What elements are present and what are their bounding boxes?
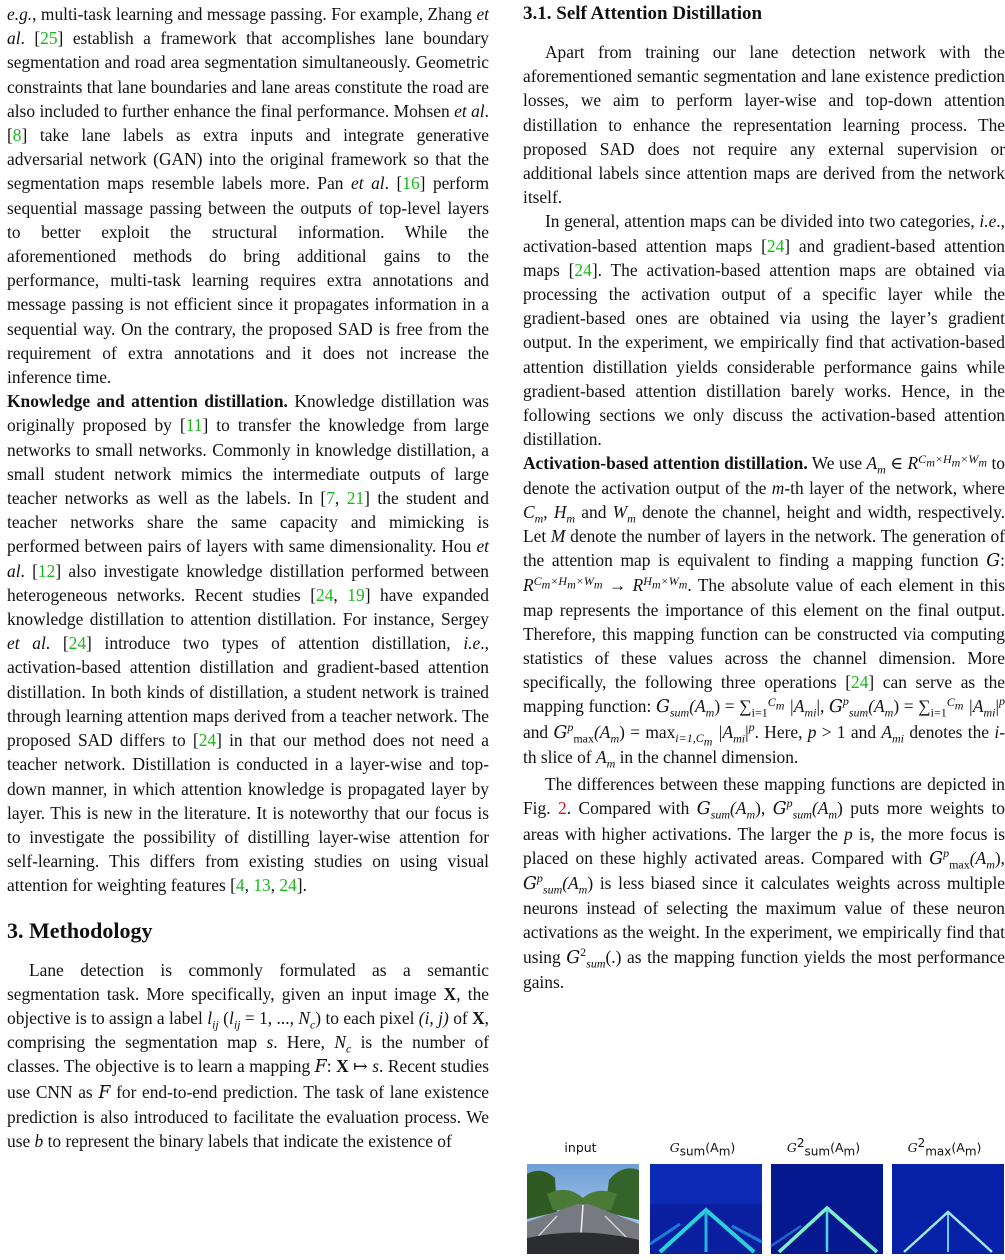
citation[interactable]: 8 (12, 125, 22, 146)
figure-input-road-image (527, 1164, 639, 1254)
figure-label-gsum-squared: $G^2_{sum}(A_m)$ (786, 1135, 861, 1159)
citation[interactable]: 13 (253, 875, 271, 896)
figure-label-gsum: $G_{sum}(A_m)$ (669, 1140, 736, 1159)
paragraph-mapping-differences: The differences between these mapping functions are depicted in Fig. 2. Compared with $G_{sum}(A_m)$, $G^p_{sum}(A_m)$ puts more weights to areas with higher activations. The larger the p is, the more focus is placed on these highly activated areas. Compared with $G^p_{max}(A_m)$, $G^p_{sum}(A_m)$ is less biased since it calculates weights across multiple neurons instead of selecting the maximum value of these neuron activations as the weight. In the experiment, we empirically find that using $G^2_{sum}(.)$ as the mapping function yields the most performance gains. (523, 774, 1005, 992)
paragraph-knowledge-distillation: Knowledge and attention distillation. Knowledge distillation was originally proposed by [11] to transfer the knowledge from large networks to small networks. Commonly in knowledge distillation, a small student network mimics the intermediate outputs of large teacher networks as well as the labels. In [7, 21] the student and teacher networks share the same capacity and mimicking is performed between pairs of layers with same dimensionality. Hou et al. [12] also investigate knowledge distillation performed between heterogeneous networks. Recent studies [24, 19] have expanded knowledge distillation to attention distillation. For instance, Sergey et al. [24] introduce two types of attention distillation, i.e., activation-based attention distillation and gradient-based attention distillation. In both kinds of distillation, a student network is trained through learning attention maps derived from a teacher network. The proposed SAD differs to [24] in that our method does not need a teacher network. Distillation is conducted in a layer-wise and top-down manner, in which attention knowledge is propagated layer by layer. This is new in the literature. It is noteworthy that our focus is to investigate the possibility of distilling layer-wise attention for self-learning. This differs from existing studies on using visual attention for weighting features [4, 13, 24]. (7, 391, 490, 896)
citation[interactable]: 7 (326, 488, 335, 509)
citation[interactable]: 24 (279, 875, 297, 896)
citation[interactable]: 24 (198, 730, 217, 751)
section-heading-self-attention-distillation: 3.1. Self Attention Distillation (523, 3, 763, 24)
left-column (7, 2, 489, 1153)
paragraph-heading: Activation-based attention distillation. (523, 453, 808, 474)
citation[interactable]: 24 (574, 259, 592, 280)
paragraph-methodology: Lane detection is commonly formulated as a semantic segmentation task. More specifically, given an input image X, the objective is to assign a label $l_{ij}$ ($l_{ij} = 1$, ..., $N_c$) to each pixel (i, j) of X, comprising the segmentation map s. Here, $N_c$ is the number of classes. The objective is to learn a mapping F: X ↦ s. Recent studies use CNN as F for end-to-end prediction. The task of lane existence prediction is also introduced to facilitate the evaluation process. We use b to represent the binary labels that indicate the existence of (7, 959, 490, 1151)
citation[interactable]: 19 (347, 584, 365, 605)
right-column (523, 2, 1005, 994)
citation[interactable]: 24 (316, 584, 334, 605)
citation[interactable]: 24 (68, 633, 87, 654)
figure-gsum-attention-map (650, 1164, 762, 1254)
figure-label-gmax-squared: $G^2_{max}(A_m)$ (907, 1135, 982, 1159)
paragraph-attention-categories: In general, attention maps can be divided into two categories, i.e., activation-based attention maps [24] and gradient-based attention maps [24]. The activation-based attention maps are obtained via processing the activation output of a specific layer while the gradient-based ones are obtained via using the layer’s gradient output. In the experiment, we empirically find that activation-based attention distillation yields considerable performance gains while gradient-based attention distillation barely works. Hence, in the following sections we only discuss the activation-based attention distillation. (523, 211, 1005, 450)
citation[interactable]: 24 (766, 235, 785, 256)
paragraph-activation-distillation: Activation-based attention distillation. We use $A_m$ ∈ $R^{C_m\times H_m\times W_m}$ to denote the activation output of the m-th layer of the network, where $C_m$, $H_m$ and $W_m$ denote the channel, height and width, respectively. Let M denote the number of layers in the network. The generation of the attention map is equivalent to finding a mapping function G: $R^{C_m\times H_m\times W_m} \to R^{H_m\times W_m}$. The absolute value of each element in this map represents the importance of this element on the final output. Therefore, this mapping function can be constructed via computing statistics of these values across the channel dimension. More specifically, the following three operations [24] can serve as the mapping function: $G_{sum}(A_m) = \sum_{i=1}^{C_m}$ $|A_{mi}|$, $G^p_{sum}(A_m) = \sum_{i=1}^{C_m}$ $|A_{mi}|^p$ and $G^p_{max}(A_m) = \max_{i=1,C_m} |A_{mi}|^p$. Here, p > 1 and $A_{mi}$ denotes the i-th slice of $A_m$ in the channel dimension. (523, 451, 1005, 771)
figure-gmax-squared-attention-map (892, 1164, 1004, 1254)
figure-gsum-squared-attention-map (771, 1164, 883, 1254)
figure-attention-maps (523, 1135, 1005, 1253)
citation[interactable]: 12 (37, 560, 56, 581)
paragraph-heading: Knowledge and attention distillation. (7, 391, 288, 412)
citation[interactable]: 16 (402, 173, 420, 194)
citation[interactable]: 24 (851, 672, 869, 693)
paragraph-sad-intro: Apart from training our lane detection network with the aforementioned semantic segmentation and lane existence prediction losses, we aim to perform layer-wise and top-down attention distillation to enhance the representation learning process. The proposed SAD does not require any external supervision or additional labels since attention maps are derived from the network itself. (523, 42, 1005, 208)
figure-label-input: input (564, 1140, 597, 1155)
figure-reference[interactable]: 2 (558, 798, 567, 819)
citation[interactable]: 21 (346, 488, 365, 509)
section-heading-methodology: 3. Methodology (7, 917, 153, 943)
paragraph-related-work: e.g., multi-task learning and message passing. For example, Zhang et al. [25] establish a framework that accomplishes lane boundary segmentation and road area segmentation simultaneously. Geometric constraints that lane boundaries and lane areas constitute the road are also included to further enhance the final performance. Mohsen et al. [8] take lane labels as extra inputs and integrate generative adversarial network (GAN) into the original framework so that the segmentation maps resemble labels more. Pan et al. [16] perform sequential massage passing between the outputs of top-level layers to better exploit the structural information. While the aforementioned methods do bring additional gains to the performance, multi-task learning requires extra annotations and message passing is not efficient since it propagates information in a sequential way. On the contrary, the proposed SAD is free from the requirement of extra annotations and it does not increase the inference time. (7, 4, 489, 388)
citation[interactable]: 11 (185, 415, 203, 436)
citation[interactable]: 25 (40, 28, 58, 49)
citation[interactable]: 4 (235, 875, 245, 896)
